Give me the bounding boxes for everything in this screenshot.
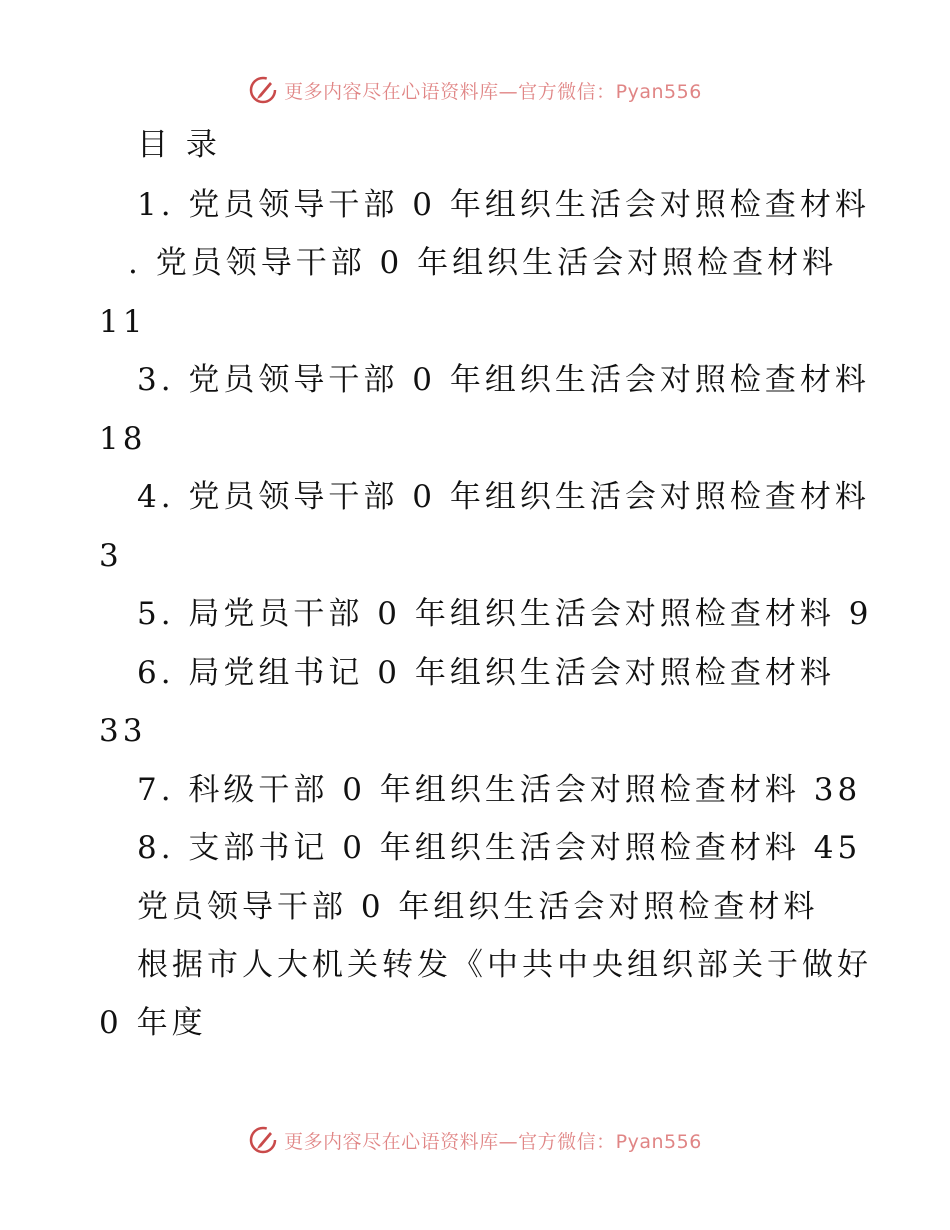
toc-entry-2-page: 11 (99, 304, 147, 340)
toc-entry-4-page: 3 (99, 538, 123, 574)
toc-entry-1: 1. 党员领导干部 0 年组织生活会对照检查材料 (137, 187, 870, 223)
toc-entry-8: 8. 支部书记 0 年组织生活会对照检查材料 45 (137, 830, 862, 866)
pen-in-circle-logo-icon (248, 75, 278, 105)
toc-entry-7: 7. 科级干部 0 年组织生活会对照检查材料 38 (137, 772, 862, 808)
watermark-text: 更多内容尽在心语资料库—官方微信：Pyan556 (284, 1130, 702, 1153)
body-paragraph-line: 根据市人大机关转发《中共中央组织部关于做好 (137, 947, 872, 983)
toc-heading: 目 录 (137, 127, 221, 163)
toc-entry-6-page: 33 (99, 713, 147, 749)
toc-entry-4: 4. 党员领导干部 0 年组织生活会对照检查材料 (137, 479, 870, 515)
section-title: 党员领导干部 0 年组织生活会对照检查材料 (137, 889, 819, 925)
toc-entry-3: 3. 党员领导干部 0 年组织生活会对照检查材料 (137, 362, 870, 398)
header-watermark (0, 70, 950, 110)
toc-entry-3-page: 18 (99, 421, 147, 457)
pen-in-circle-logo-icon (248, 1125, 278, 1155)
watermark-text: 更多内容尽在心语资料库—官方微信：Pyan556 (284, 80, 702, 103)
body-paragraph-line: 0 年度 (99, 1005, 207, 1041)
toc-entry-6: 6. 局党组书记 0 年组织生活会对照检查材料 (137, 655, 835, 691)
footer-watermark (0, 1120, 950, 1160)
toc-entry-2: . 党员领导干部 0 年组织生活会对照检查材料 (128, 245, 838, 281)
toc-entry-5: 5. 局党员干部 0 年组织生活会对照检查材料 9 (137, 596, 873, 632)
